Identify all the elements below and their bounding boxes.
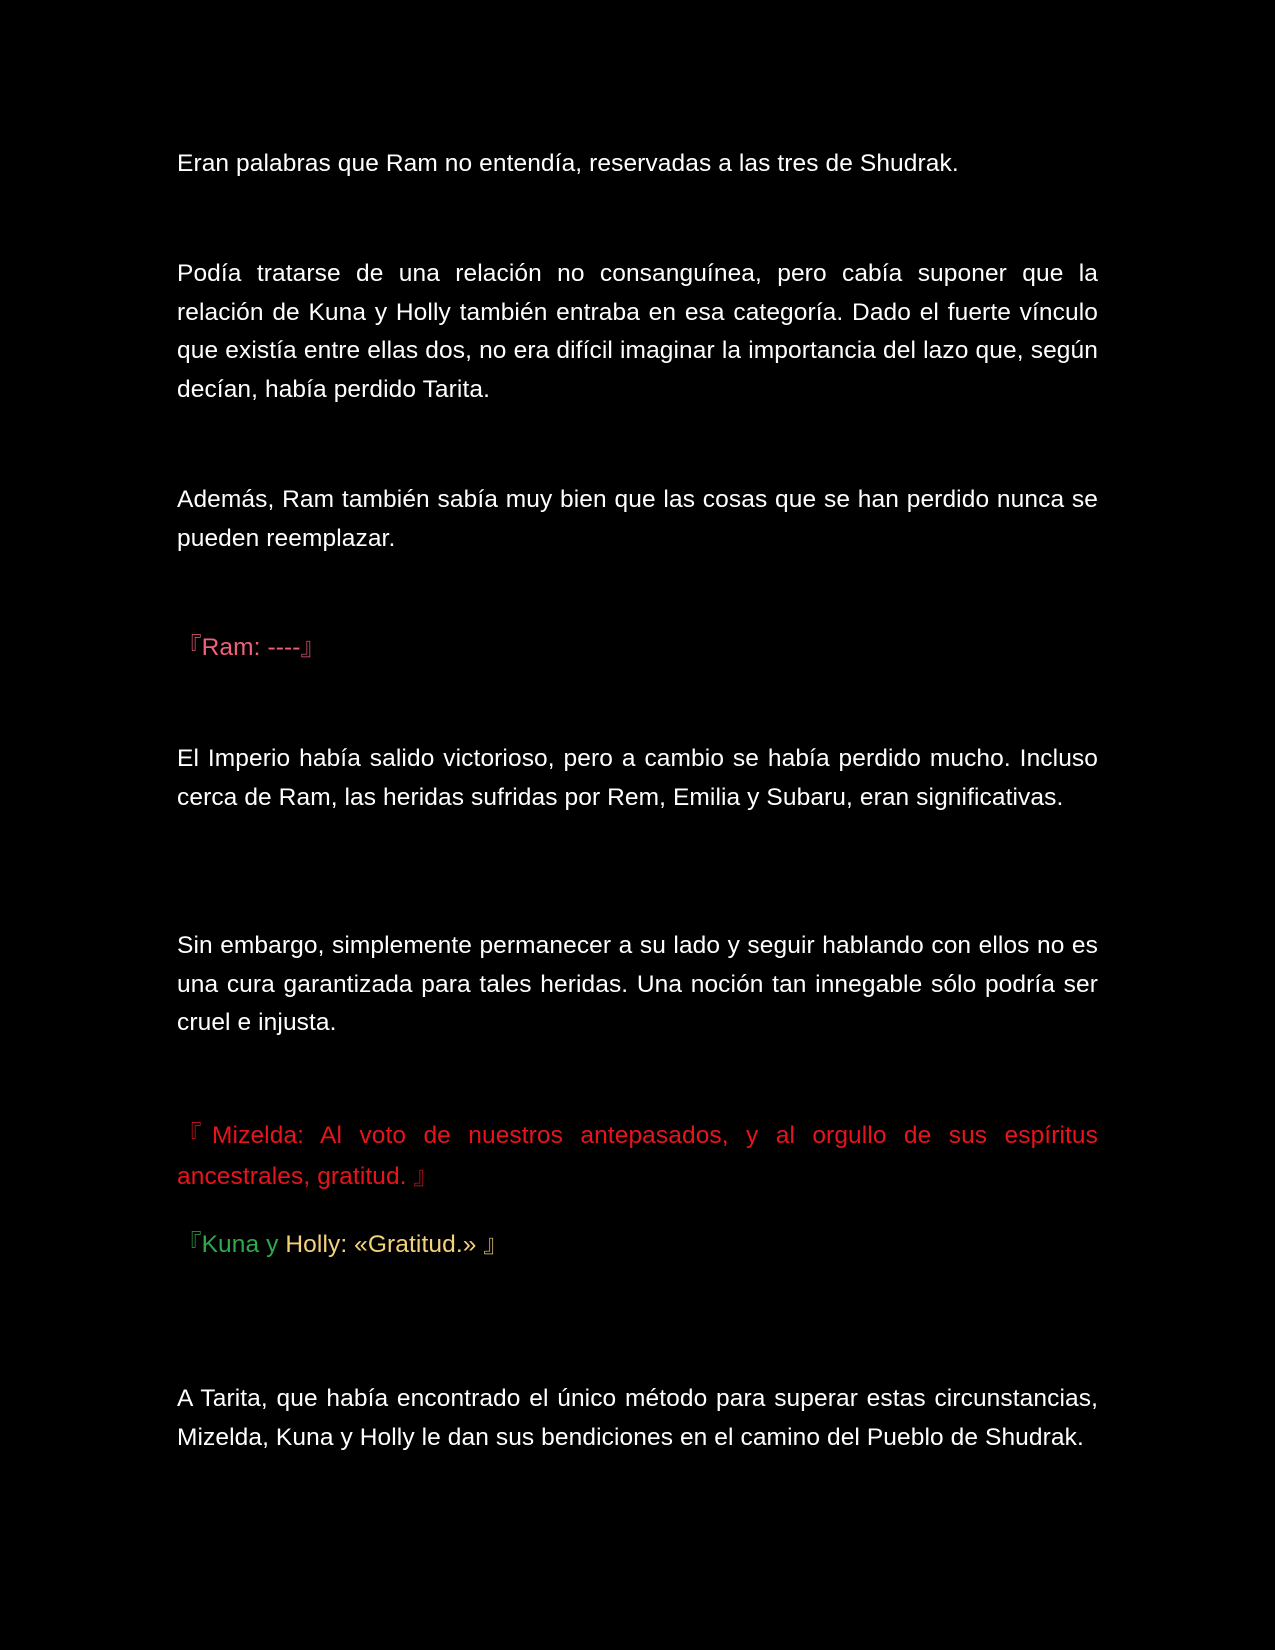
narration-paragraph-3: Además, Ram también sabía muy bien que las cosas que se han perdido nunca se pueden reemplazar. bbox=[177, 486, 1098, 552]
kuna-holly-dialogue bbox=[177, 1226, 1098, 1265]
mizelda-dialogue: 『Mizelda: Al voto de nuestros antepasados, y al orgullo de sus espíritus ancestrales, gratitud. 』 bbox=[177, 1122, 1098, 1190]
ram-dialogue: 『Ram: ----』 bbox=[177, 634, 326, 661]
holly-speaker: Holly: «Gratitud.» 』 bbox=[285, 1231, 508, 1258]
narration-paragraph-6: Sin embargo, simplemente permanecer a su lado y seguir hablando con ellos no es una cura garantizada para tales heridas. Una noción tan innegable sólo podría ser cruel e injusta. bbox=[177, 932, 1098, 1036]
narration-paragraph-1: Eran palabras que Ram no entendía, reservadas a las tres de Shudrak. bbox=[177, 150, 959, 177]
narration-paragraph-5: El Imperio había salido victorioso, pero a cambio se había perdido mucho. Incluso cerca de Ram, las heridas sufridas por Rem, Emilia y Subaru, eran significativas. bbox=[177, 745, 1098, 811]
narration-paragraph-9: A Tarita, que había encontrado el único método para superar estas circunstancias, Mizelda, Kuna y Holly le dan sus bendiciones en el camino del Pueblo de Shudrak. bbox=[177, 1385, 1098, 1451]
narration-paragraph-2: Podía tratarse de una relación no consanguínea, pero cabía suponer que la relación de Kuna y Holly también entraba en esa categoría. Dado el fuerte vínculo que existía entre ellas dos, no era difícil imaginar la importancia del lazo que, según decían, había perdido Tarita. bbox=[177, 260, 1098, 403]
kuna-speaker: 『Kuna y bbox=[177, 1231, 286, 1258]
